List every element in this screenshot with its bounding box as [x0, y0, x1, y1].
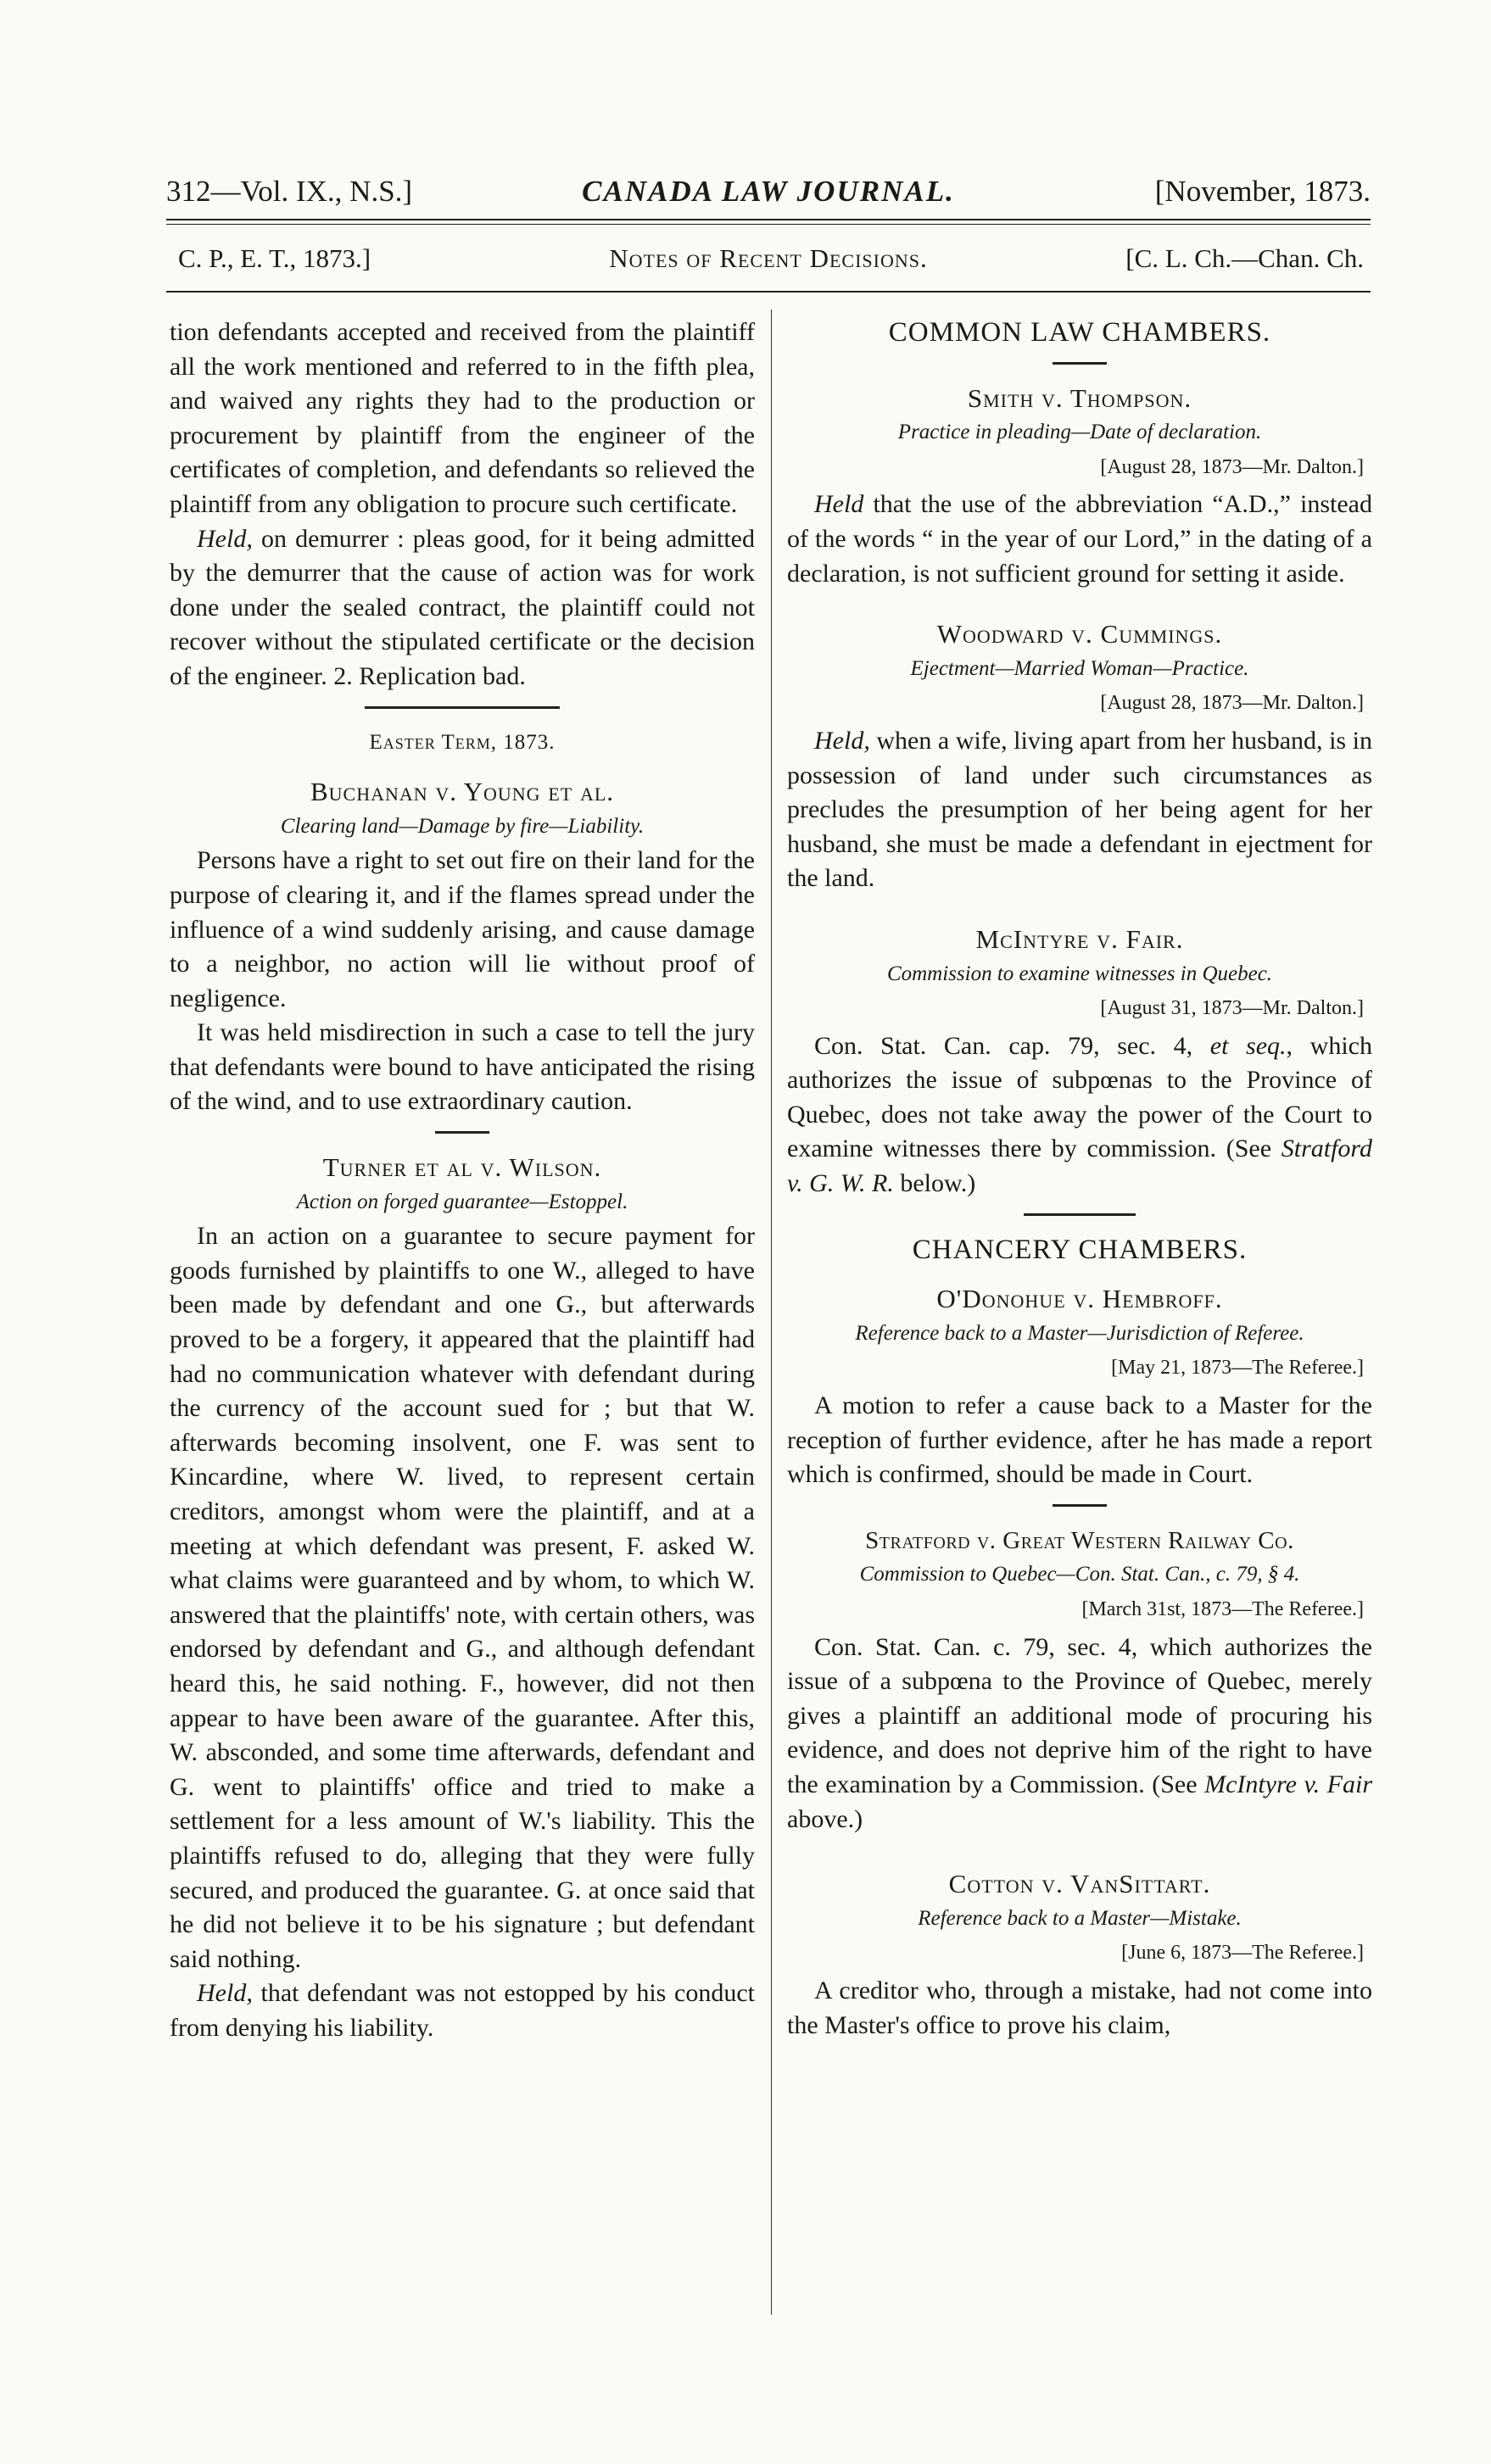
- case-date: [June 6, 1873—The Referee.]: [1121, 1942, 1364, 1965]
- held-label: Held,: [197, 1979, 253, 2008]
- case-paragraph: A creditor who, through a mistake, had not come into the Master's office to prove his claim,: [787, 1976, 1372, 2039]
- case-reference: McIntyre v. Fair: [1204, 1770, 1372, 1798]
- text-run: Con. Stat. Can. c. 79, sec. 4, which authorizes the issue of a subpœna to the Province of Quebec, merely gives a plaintiff an additional mode of procuring his evidence, and does not deprive him of the right to have the examination by a Commission. (See: [787, 1632, 1372, 1798]
- case-subtitle: Clearing land—Damage by fire—Liability.: [280, 814, 645, 838]
- case-title: Cotton v. VanSittart.: [948, 1869, 1211, 1899]
- case-date: [August 31, 1873—Mr. Dalton.]: [1100, 997, 1364, 1020]
- case-title: O'Donohue v. Hembroff.: [936, 1284, 1223, 1314]
- subheader-rule: [166, 291, 1371, 293]
- case-date: [March 31st, 1873—The Referee.]: [1081, 1598, 1364, 1620]
- divider-rule: [1053, 1504, 1107, 1507]
- case-title: Woodward v. Cummings.: [936, 619, 1223, 649]
- divider-rule: [365, 706, 560, 709]
- section-heading: COMMON LAW CHAMBERS.: [888, 317, 1271, 348]
- case-paragraph: A motion to refer a cause back to a Master for the reception of further evidence, after he has made a report which is confirmed, should be made in Court.: [787, 1391, 1372, 1489]
- case-subtitle: Ejectment—Married Woman—Practice.: [910, 656, 1249, 680]
- case-subtitle: Reference back to a Master—Jurisdiction of Referee.: [855, 1321, 1304, 1345]
- case-title: Turner et al v. Wilson.: [322, 1152, 602, 1183]
- held-text: when a wife, living apart from her husband, is in possession of land under such circumstances as precludes the presumption of her being agent for her husband, she must be made a defendant in ejectment for the land.: [787, 726, 1372, 893]
- case-title: Stratford v. Great Western Railway Co.: [865, 1526, 1294, 1554]
- case-title: McIntyre v. Fair.: [975, 923, 1184, 954]
- section-title: Notes of Recent Decisions.: [609, 243, 928, 273]
- header-rule-top: [166, 219, 1371, 220]
- held-text: on demurrer : pleas good, for it being admitted by the demurrer that the cause of action was for work done under the sealed contract, the plaintiff could not recover without the stipulated certificate or the decision of the engineer. 2. Replication bad.: [170, 524, 755, 690]
- journal-title: CANADA LAW JOURNAL.: [582, 175, 955, 208]
- case-date: [August 28, 1873—Mr. Dalton.]: [1100, 692, 1364, 715]
- column-divider: [771, 309, 772, 2315]
- case-subtitle: Commission to examine witnesses in Quebec.: [886, 962, 1273, 985]
- case-date: [August 28, 1873—Mr. Dalton.]: [1100, 455, 1364, 478]
- term-heading: Easter Term, 1873.: [369, 730, 556, 754]
- case-subtitle: Practice in pleading—Date of declaration.: [897, 421, 1262, 444]
- case-subtitle: Commission to Quebec—Con. Stat. Can., c. 79, § 4.: [859, 1563, 1300, 1586]
- section-heading: CHANCERY CHAMBERS.: [912, 1234, 1248, 1265]
- page-volume: 312—Vol. IX., N.S.]: [166, 175, 413, 208]
- running-header: [166, 175, 1371, 215]
- case-subtitle: Reference back to a Master—Mistake.: [918, 1906, 1242, 1930]
- case-paragraph: Persons have a right to set out fire on their land for the purpose of clearing it, and if the flames spread under the influence of a wind suddenly arising, and cause damage to a neighbor, no action will lie without proof of negligence.: [170, 846, 755, 1012]
- text-run: above.): [787, 1804, 863, 1833]
- case-paragraph: It was held misdirection in such a case to tell the jury that defendants were bound to have anticipated the rising of the wind, and to use extraordinary caution.: [170, 1018, 755, 1116]
- case-reference: Stratford v. G. W. R.: [787, 1134, 1372, 1198]
- held-label: Held: [814, 490, 864, 519]
- held-paragraph: [787, 724, 1372, 896]
- case-paragraph: In an action on a guarantee to secure payment for goods furnished by plaintiffs to one W., alleged to have been made by defendant and one G., but afterwards proved to be a forgery, it appeared that the plaintiff had had no communication whatever with defendant during the currency of the account sued for ; but that W. afterwards becoming insolvent, one F. was sent to Kincardine, where W. lived, to represent certain creditors, amongst whom were the plaintiff, and at a meeting at which defendant was present, F. asked W. what claims were guaranteed and by whom, to which W. answered that the plaintiffs' note, with certain others, was endorsed by defendant and G., and although defendant heard this, he said nothing. F., however, did not then appear to have been aware of the guarantee. After this, W. absconded, and some time afterwards, defendant and G. went to plaintiffs' office and tried to make a settlement for a less amount of W.'s liability. This the plaintiffs refused to do, alleging that they were fully secured, and produced the guarantee. G. at once said that he did not believe it to be his signature ; but defendant said nothing.: [170, 1222, 755, 1973]
- held-paragraph: [170, 522, 755, 694]
- held-text: that defendant was not estopped by his conduct from denying his liability.: [170, 1979, 755, 2042]
- case-title: Smith v. Thompson.: [967, 382, 1192, 413]
- held-text: that the use of the abbreviation “A.D.,” instead of the words “ in the year of our Lord,” in the dating of a declaration, is not sufficient ground for setting it aside.: [787, 490, 1372, 588]
- text-run: Con. Stat. Can. cap. 79, sec. 4,: [814, 1031, 1210, 1060]
- text-run: below.): [893, 1169, 976, 1198]
- case-paragraph: [787, 1029, 1372, 1201]
- right-column: [787, 315, 1372, 2043]
- court-term: C. P., E. T., 1873.]: [178, 243, 371, 273]
- held-paragraph: [170, 1976, 755, 2045]
- held-label: Held,: [814, 726, 870, 755]
- divider-rule: [1053, 362, 1107, 365]
- court-chambers: [C. L. Ch.—Chan. Ch.: [1125, 243, 1364, 273]
- divider-rule: [435, 1131, 489, 1134]
- case-date: [May 21, 1873—The Referee.]: [1111, 1357, 1364, 1380]
- case-paragraph: [787, 1631, 1372, 1837]
- text-run: , which authorizes the issue of subpœnas to the Province of Quebec, does not take away the power of the Court to examine witnesses there by commission. (See: [787, 1031, 1372, 1163]
- continued-paragraph: tion defendants accepted and received from the plaintiff all the work mentioned and referred to in the fifth plea, and waived any rights they had to the production or procurement by plaintiff from the engineer of the certificates of completion, and defendants so relieved the plaintiff from any obligation to procure such certificate.: [170, 318, 755, 518]
- issue-date: [November, 1873.: [1154, 175, 1371, 208]
- case-subtitle: Action on forged guarantee—Estoppel.: [296, 1190, 628, 1213]
- held-paragraph: [787, 488, 1372, 591]
- text-run-italic: et seq.: [1209, 1031, 1287, 1060]
- divider-rule: [1024, 1213, 1136, 1216]
- held-label: Held,: [197, 524, 253, 553]
- header-rule-double: [166, 224, 1371, 225]
- section-header: [166, 243, 1371, 282]
- left-column: [170, 315, 755, 2046]
- case-title: Buchanan v. Young et al.: [310, 777, 615, 807]
